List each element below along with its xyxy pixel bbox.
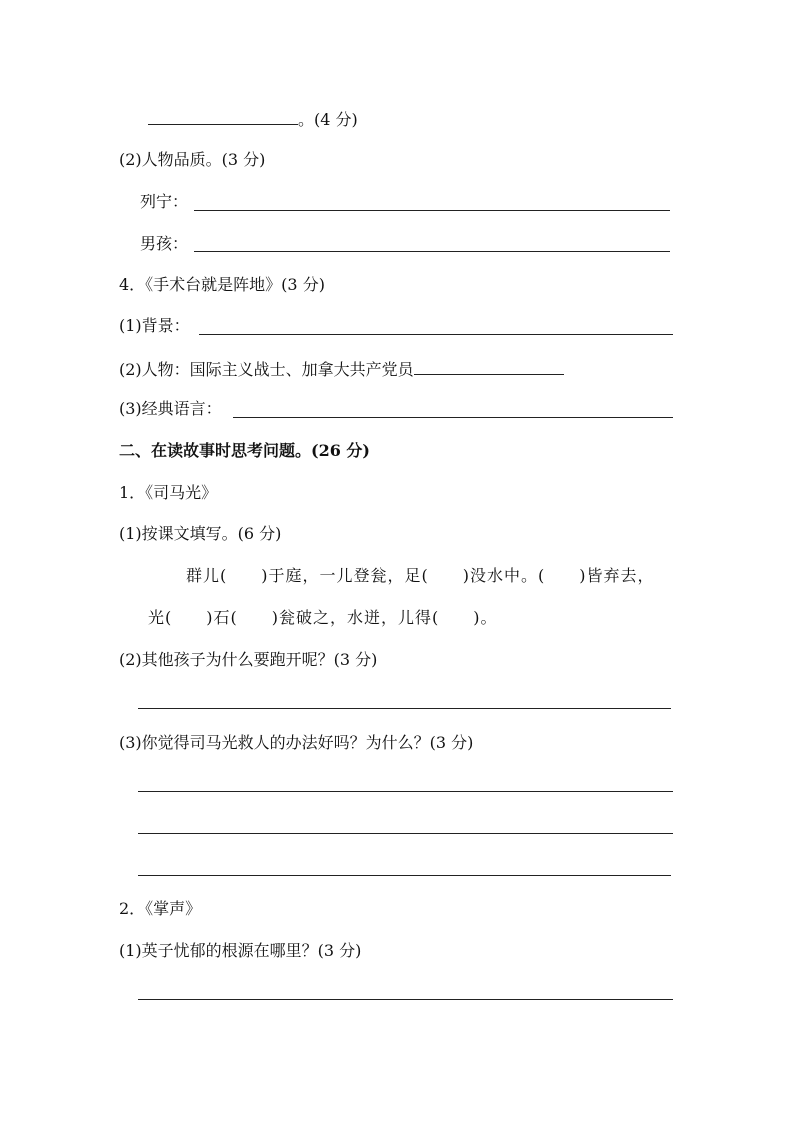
question-fill-text: (1)按课文填写。(6 分): [119, 524, 282, 543]
classical-text-line-2: 光( )石( )瓮破之，水迸，儿得( )。: [148, 608, 498, 627]
answer-blank-boy[interactable]: [194, 251, 670, 252]
answer-blank[interactable]: [148, 108, 298, 125]
answer-blank-method-2[interactable]: [138, 833, 673, 834]
question-yingzi: (1)英子忧郁的根源在哪里？(3 分): [119, 941, 362, 960]
part-two-heading: 二、在读故事时思考问题。(26 分): [119, 441, 370, 460]
answer-blank-person[interactable]: [414, 358, 564, 375]
answer-blank-yingzi[interactable]: [138, 999, 673, 1000]
answer-blank-quote[interactable]: [233, 417, 673, 418]
question-character-quality: (2)人物品质。(3 分): [119, 150, 266, 169]
answer-line-4pts: 。(4 分): [148, 108, 358, 130]
answer-blank-lenin[interactable]: [194, 210, 670, 211]
story-heading-2: 2．《掌声》: [119, 899, 202, 918]
answer-blank-method-1[interactable]: [138, 791, 673, 792]
answer-blank-background[interactable]: [199, 334, 673, 335]
story-heading-1: 1．《司马光》: [119, 483, 218, 502]
answer-boy: 男孩：: [140, 234, 189, 253]
question-why-run: (2)其他孩子为什么要跑开呢？(3 分): [119, 650, 378, 669]
section-heading-4: 4．《手术台就是阵地》(3 分): [119, 275, 325, 294]
question-classic-quote: (3)经典语言：: [119, 399, 222, 418]
answer-blank-why-run[interactable]: [138, 708, 671, 709]
answer-lenin: 列宁：: [140, 192, 189, 211]
question-method-good: (3)你觉得司马光救人的办法好吗？为什么？(3 分): [119, 733, 474, 752]
question-background: (1)背景：: [119, 316, 190, 335]
question-person: (2)人物：国际主义战士、加拿大共产党员: [119, 358, 564, 380]
answer-blank-method-3[interactable]: [138, 875, 671, 876]
classical-text-line-1: 群儿( )于庭，一儿登瓮，足( )没水中。( )皆弃去，: [186, 566, 655, 585]
